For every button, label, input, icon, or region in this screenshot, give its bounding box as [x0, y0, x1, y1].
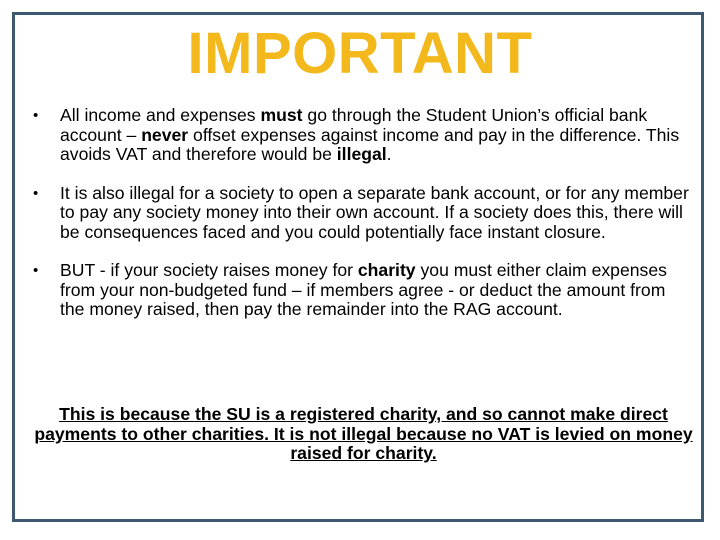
text-run: It is also illegal for a society to open a separate bank account, or for any member to pay any society money into their own account. If a society does this, there will be consequences faced and you could potentially face instant closure. — [60, 182, 689, 242]
bullet-marker: • — [33, 107, 39, 124]
emphasis-text: never — [141, 124, 189, 145]
slide-title: IMPORTANT — [187, 21, 533, 86]
text-run: you must either claim expenses from your non-budgeted fund – if members agree - or deduct the amount from the money raised, then pay the remainder into the RAG account. — [60, 260, 667, 319]
bullet-text — [60, 105, 679, 164]
emphasis-text: charity — [357, 260, 416, 280]
bullet-item — [30, 261, 690, 320]
text-run: BUT - if your society raises money for — [60, 260, 358, 280]
bullet-marker: • — [33, 184, 39, 202]
bullet-item — [30, 184, 690, 243]
text-run: All income and expenses — [60, 105, 261, 125]
text-run: . — [386, 144, 392, 164]
charity-note: This is because the SU is a registered charity, and so cannot make direct payments to other charities. It is not illegal because no VAT is levied on money raised for charity. — [34, 404, 693, 464]
emphasis-text: illegal — [336, 144, 387, 164]
bullet-text — [60, 260, 667, 319]
bullet-text — [60, 183, 689, 242]
bullet-marker: • — [33, 262, 39, 279]
text-run: offset expenses against income and pay in the difference. This avoids VAT and therefore would be — [60, 124, 680, 164]
emphasis-text: must — [260, 105, 303, 125]
bullet-item — [30, 106, 690, 165]
text-run: go through the Student Union’s official bank account – — [60, 105, 648, 145]
bullet-list — [30, 106, 690, 339]
